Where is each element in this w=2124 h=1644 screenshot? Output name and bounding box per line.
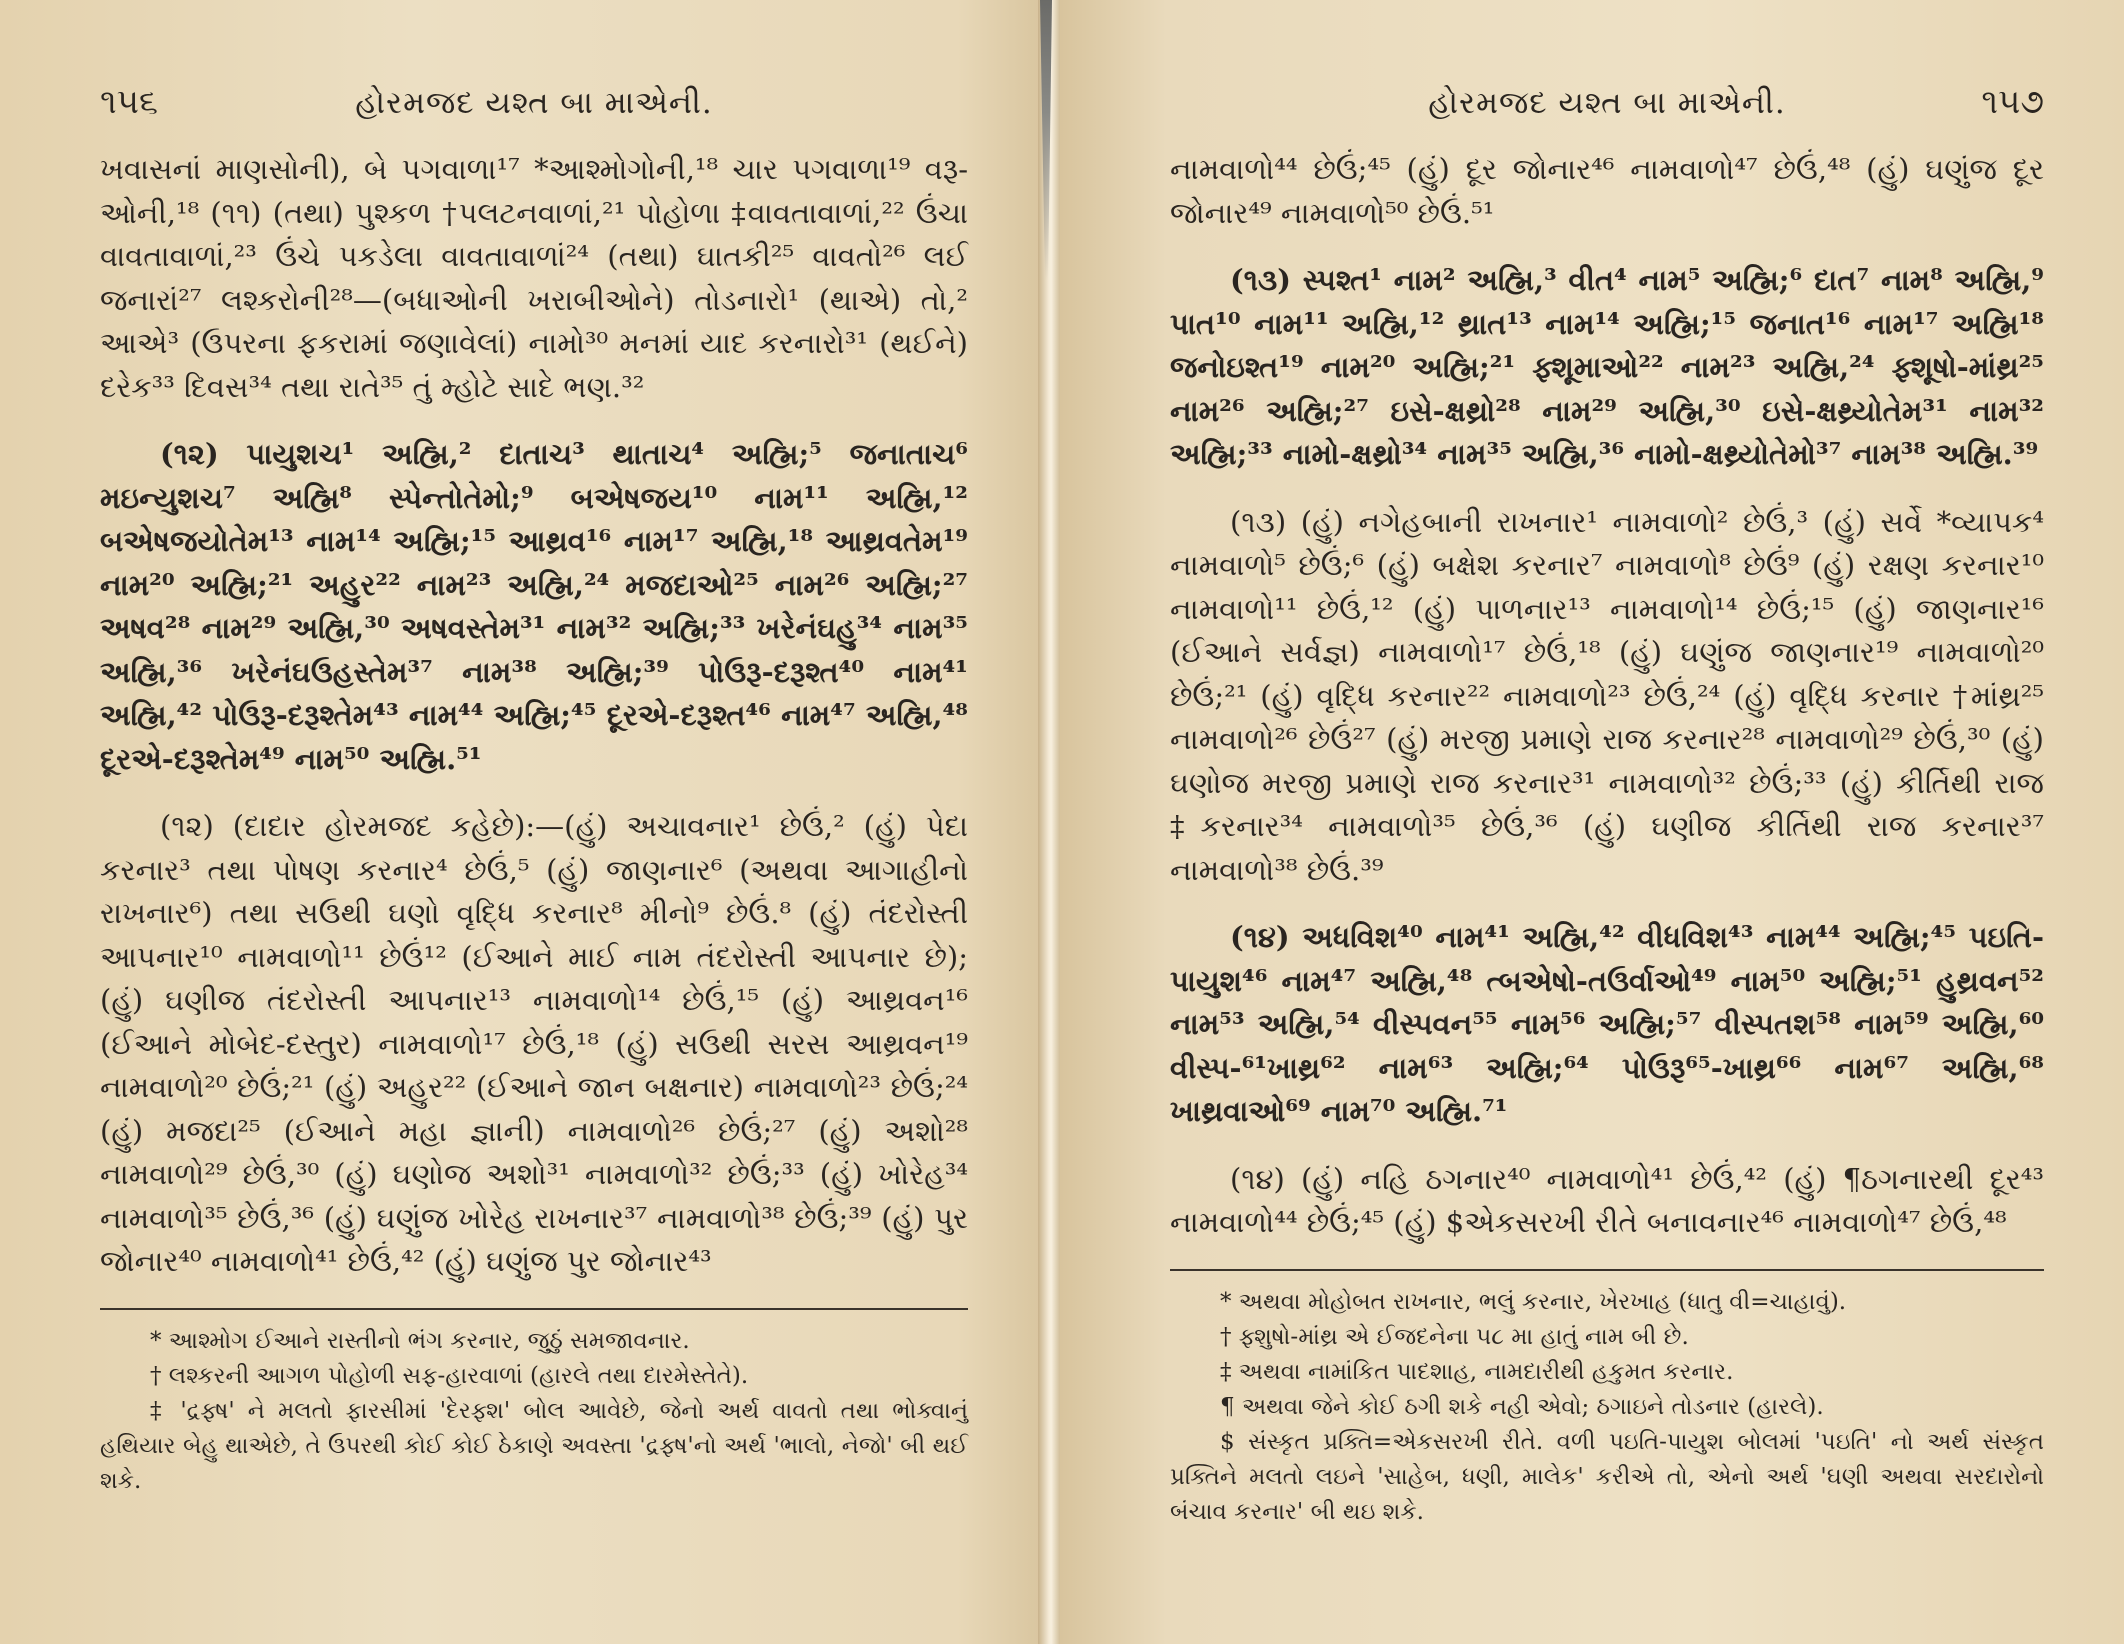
left-paragraph-1: ખવાસનાં માણસોની), બે પગવાળા¹⁷ *આશ્મોગોની,¹⁸ ચાર પગવાળા¹⁹ વરૂ-ઓની,¹⁸ (૧૧) (તથા) પુશ્કળ †પલટનવાળાં,²¹ પોહોળા ‡વાવતાવાળાં,²² ઉંચા વાવતાવાળાં,²³ ઉંચે પકડેલા વાવતાવાળાં²⁴ (તથા) ઘાતકી²⁵ વાવતો²⁶ લઈ જનારાં²⁷ લશ્કરોની²⁸—(બધાઓની ખરાબીઓને) તોડનારો¹ (થાએ) તો,² આએ³ (ઉપરના ફકરામાં જણાવેલાં) નામો³⁰ મનમાં યાદ કરનારો³¹ (થઈને) દરેક³³ દિવસ³⁴ તથા રાતે³⁵ તું મ્હોટે સાદે ભણ.³² — [100, 152, 968, 404]
left-footnote-2: † લશ્કરની આગળ પોહોળી સફ-હારવાળાં (હારલે તથા દારમેસ્તેતે). — [150, 1362, 749, 1389]
left-page-header — [100, 82, 968, 126]
left-page-number: ૧૫૬ — [100, 82, 159, 122]
right-footnote-rule — [1170, 1269, 2044, 1271]
right-paragraph-1: નામવાળો⁴⁴ છેઉં;⁴⁵ (હું) દૂર જોનાર⁴⁶ નામવાળો⁴⁷ છેઉં,⁴⁸ (હું) ઘણુંજ દૂર જોનાર⁴⁹ નામવાળો⁵⁰ છેઉં.⁵¹ — [1170, 152, 2044, 230]
right-page-header — [1170, 82, 2044, 126]
left-footnote-1: * આશ્મોગ ઈઆને રાસ્તીનો ભંગ કરનાર, જુઠું સમજાવનાર. — [150, 1327, 690, 1354]
right-footnote-5: $ સંસ્કૃત પ્રક્તિ=એકસરખી રીતે. વળી પઇતિ-પાયુશ બોલમાં 'પઇતિ' નો અર્થ સંસ્કૃત પ્રક્તિને મલતો લઇને 'સાહેબ, ધણી, માલેક' કરીએ તો, એનો અર્થ 'ઘણી અથવા સરદારોનો બંચાવ કરનાર' બી થઇ શકે. — [1170, 1428, 2044, 1525]
left-page — [0, 0, 1040, 1644]
left-paragraph-3-translation: (૧૨) (દાદાર હોરમજદ કહેછે):—(હું) અચાવનાર¹ છેઉં,² (હું) પેદા કરનાર³ તથા પોષણ કરનાર⁴ છેઉં,⁵ (હું) જાણનાર⁶ (અથવા આગાહીનો રાખનાર⁶) તથા સઉથી ઘણો વૃદ્ધિ કરનાર⁸ મીનો⁹ છેઉં.⁸ (હું) તંદરોસ્તી આપનાર¹⁰ નામવાળો¹¹ છેઉં¹² (ઈઆને માઈ નામ તંદરોસ્તી આપનાર છે); (હું) ઘણીજ તંદરોસ્તી આપનાર¹³ નામવાળો¹⁴ છેઉં,¹⁵ (હું) આથ્રવન¹⁶ (ઈઆને મોબેદ-દસ્તુર) નામવાળો¹⁷ છેઉં,¹⁸ (હું) સઉથી સરસ આથ્રવન¹⁹ નામવાળો²⁰ છેઉં;²¹ (હું) અહુર²² (ઈઆને જાન બક્ષનાર) નામવાળો²³ છેઉં;²⁴ (હું) મજદા²⁵ (ઈઆને મહા જ્ઞાની) નામવાળો²⁶ છેઉં;²⁷ (હું) અશો²⁸ નામવાળો²⁹ છેઉં,³⁰ (હું) ઘણોજ અશો³¹ નામવાળો³² છેઉં;³³ (હું) ખોરેહ³⁴ નામવાળો³⁵ છેઉં,³⁶ (હું) ઘણુંજ ખોરેહ રાખનાર³⁷ નામવાળો³⁸ છેઉં;³⁹ (હું) પુર જોનાર⁴⁰ નામવાળો⁴¹ છેઉં,⁴² (હું) ઘણુંજ પુર જોનાર⁴³ — [100, 809, 968, 1278]
left-running-title: હોરમજદ યશ્ત બા માએની. — [355, 85, 713, 121]
right-footnote-3: ‡ અથવા નામાંકિત પાદશાહ, નામદારીથી હકુમત કરનાર. — [1220, 1358, 1734, 1385]
right-running-title: હોરમજદ યશ્ત બા માએની. — [1428, 85, 1786, 121]
book-gutter — [1038, 0, 1062, 1644]
right-page — [1060, 0, 2124, 1644]
left-footnote-rule — [100, 1308, 968, 1310]
left-footnote-3: ‡ 'દ્રફ્ષ' ને મલતો ફારસીમાં 'દેરફ્શ' બોલ આવેછે, જેનો અર્થ વાવતો તથા ભોક્વાનું હથિયાર બેહુ થાએછે, તે ઉપરથી કોઈ કોઈ ઠેકાણે અવસ્તા 'દ્રફ્ષ'નો અર્થ 'ભાલો, નેજો' બી થઈ શકે. — [100, 1397, 968, 1494]
right-paragraph-5-translation: (૧૪) (હું) નહિ ઠગનાર⁴⁰ નામવાળો⁴¹ છેઉં,⁴² (હું) ¶ઠગનારથી દૂર⁴³ નામવાળો⁴⁴ છેઉં;⁴⁵ (હું) $એકસરખી રીતે બનાવનાર⁴⁶ નામવાળો⁴⁷ છેઉં,⁴⁸ — [1170, 1161, 2044, 1239]
right-paragraph-2-avesta: (૧૩) સ્પશ્ત¹ નામ² અહ્મિ,³ વીત⁴ નામ⁵ અહ્મિ;⁶ દાત⁷ નામ⁸ અહ્મિ,⁹ પાત¹⁰ નામ¹¹ અહ્મિ,¹² થ્રાત¹³ નામ¹⁴ અહ્મિ;¹⁵ જનાત¹⁶ નામ¹⁷ અહ્મિ¹⁸ જનોઇશ્ત¹⁹ નામ²⁰ અહ્મિ;²¹ ફ્શૂમાઓ²² નામ²³ અહ્મિ,²⁴ ફ્શૂષો-માંથ્ર²⁵ નામ²⁶ અહ્મિ;²⁷ ઇસે-ક્ષથ્રો²⁸ નામ²⁹ અહ્મિ,³⁰ ઇસે-ક્ષથ્ર્યોતેમ³¹ નામ³² અહ્મિ;³³ નામો-ક્ષથ્રો³⁴ નામ³⁵ અહ્મિ,³⁶ નામો-ક્ષથ્ર્યોતેમો³⁷ નામ³⁸ અહ્મિ.³⁹ — [1170, 263, 2044, 471]
right-footnote-4: ¶ અથવા જેને કોઈ ઠગી શકે નહી એવો; ઠગાઇને તોડનાર (હારલે). — [1220, 1393, 1824, 1420]
right-footnote-2: † ફ્શુષો-માંથ્ર એ ઈજદનેના ૫૮ મા હાતું નામ બી છે. — [1220, 1323, 1689, 1350]
right-paragraph-3-translation: (૧૩) (હું) નગેહબાની રાખનાર¹ નામવાળો² છેઉં,³ (હું) સર્વે *વ્યાપક⁴ નામવાળો⁵ છેઉં;⁶ (હું) બક્ષેશ કરનાર⁷ નામવાળો⁸ છેઉં⁹ (હું) રક્ષણ કરનાર¹⁰ નામવાળો¹¹ છેઉં,¹² (હું) પાળનાર¹³ નામવાળો¹⁴ છેઉં;¹⁵ (હું) જાણનાર¹⁶ (ઈઆને સર્વજ્ઞ) નામવાળો¹⁷ છેઉં,¹⁸ (હું) ઘણુંજ જાણનાર¹⁹ નામવાળો²⁰ છેઉં;²¹ (હું) વૃદ્ધિ કરનાર²² નામવાળો²³ છેઉં,²⁴ (હું) વૃદ્ધિ કરનાર †માંથ્ર²⁵ નામવાળો²⁶ છેઉં²⁷ (હું) મરજી પ્રમાણે રાજ કરનાર²⁸ નામવાળો²⁹ છેઉં,³⁰ (હું) ઘણોજ મરજી પ્રમાણે રાજ કરનાર³¹ નામવાળો³² છેઉં;³³ (હું) કીર્તિથી રાજ ‡કરનાર³⁴ નામવાળો³⁵ છેઉં,³⁶ (હું) ઘણીજ કીર્તિથી રાજ કરનાર³⁷ નામવાળો³⁸ છેઉં.³⁹ — [1170, 504, 2044, 887]
right-footnote-1: * અથવા મોહોબત રાખનાર, ભલું કરનાર, ખેરખાહ (ધાતુ વી=ચાહાવું). — [1220, 1288, 1847, 1315]
left-paragraph-2-avesta: (૧૨) પાયુશચ¹ અહ્મિ,² દાતાચ³ થાતાચ⁴ અહ્મિ;⁵ જનાતાચ⁶ મઇન્યુશચ⁷ અહ્મિ⁸ સ્પેન્તોતેમો;⁹ બએષજય¹⁰ નામ¹¹ અહ્મિ,¹² બએષજયોતેમ¹³ નામ¹⁴ અહ્મિ;¹⁵ આથ્રવ¹⁶ નામ¹⁷ અહ્મિ,¹⁸ આથ્રવતેમ¹⁹ નામ²⁰ અહ્મિ;²¹ અહુર²² નામ²³ અહ્મિ,²⁴ મજદાઓ²⁵ નામ²⁶ અહ્મિ;²⁷ અષવ²⁸ નામ²⁹ અહ્મિ,³⁰ અષવસ્તેમ³¹ નામ³² અહ્મિ;³³ ખરેનંઘહુ³⁴ નામ³⁵ અહ્મિ,³⁶ ખરેનંઘઉહસ્તેમ³⁷ નામ³⁸ અહ્મિ;³⁹ પોઉરૂ-દરૂશ્ત⁴⁰ નામ⁴¹ અહ્મિ,⁴² પોઉરૂ-દરૂશ્તેમ⁴³ નામ⁴⁴ અહ્મિ;⁴⁵ દૂરએ-દરૂશ્ત⁴⁶ નામ⁴⁷ અહ્મિ,⁴⁸ દૂરએ-દરૂશ્તેમ⁴⁹ નામ⁵⁰ અહ્મિ.⁵¹ — [100, 437, 968, 776]
right-page-number: ૧૫૭ — [1981, 82, 2044, 122]
right-paragraph-4-avesta: (૧૪) અધવિશ⁴⁰ નામ⁴¹ અહ્મિ,⁴² વીધવિશ⁴³ નામ⁴⁴ અહ્મિ;⁴⁵ પઇતિ-પાયુશ⁴⁶ નામ⁴⁷ અહ્મિ,⁴⁸ ત્બએષો-તઉર્વાઓ⁴⁹ નામ⁵⁰ અહ્મિ;⁵¹ હુથ્રવન⁵² નામ⁵³ અહ્મિ,⁵⁴ વીસ્પવન⁵⁵ નામ⁵⁶ અહ્મિ;⁵⁷ વીસ્પતશ⁵⁸ નામ⁵⁹ અહ્મિ,⁶⁰ વીસ્પ-⁶¹ખાથ્ર⁶² નામ⁶³ અહ્મિ;⁶⁴ પોઉરૂ⁶⁵-ખાથ્ર⁶⁶ નામ⁶⁷ અહ્મિ,⁶⁸ ખાથ્રવાઓ⁶⁹ નામ⁷⁰ અહ્મિ.⁷¹ — [1170, 920, 2044, 1128]
